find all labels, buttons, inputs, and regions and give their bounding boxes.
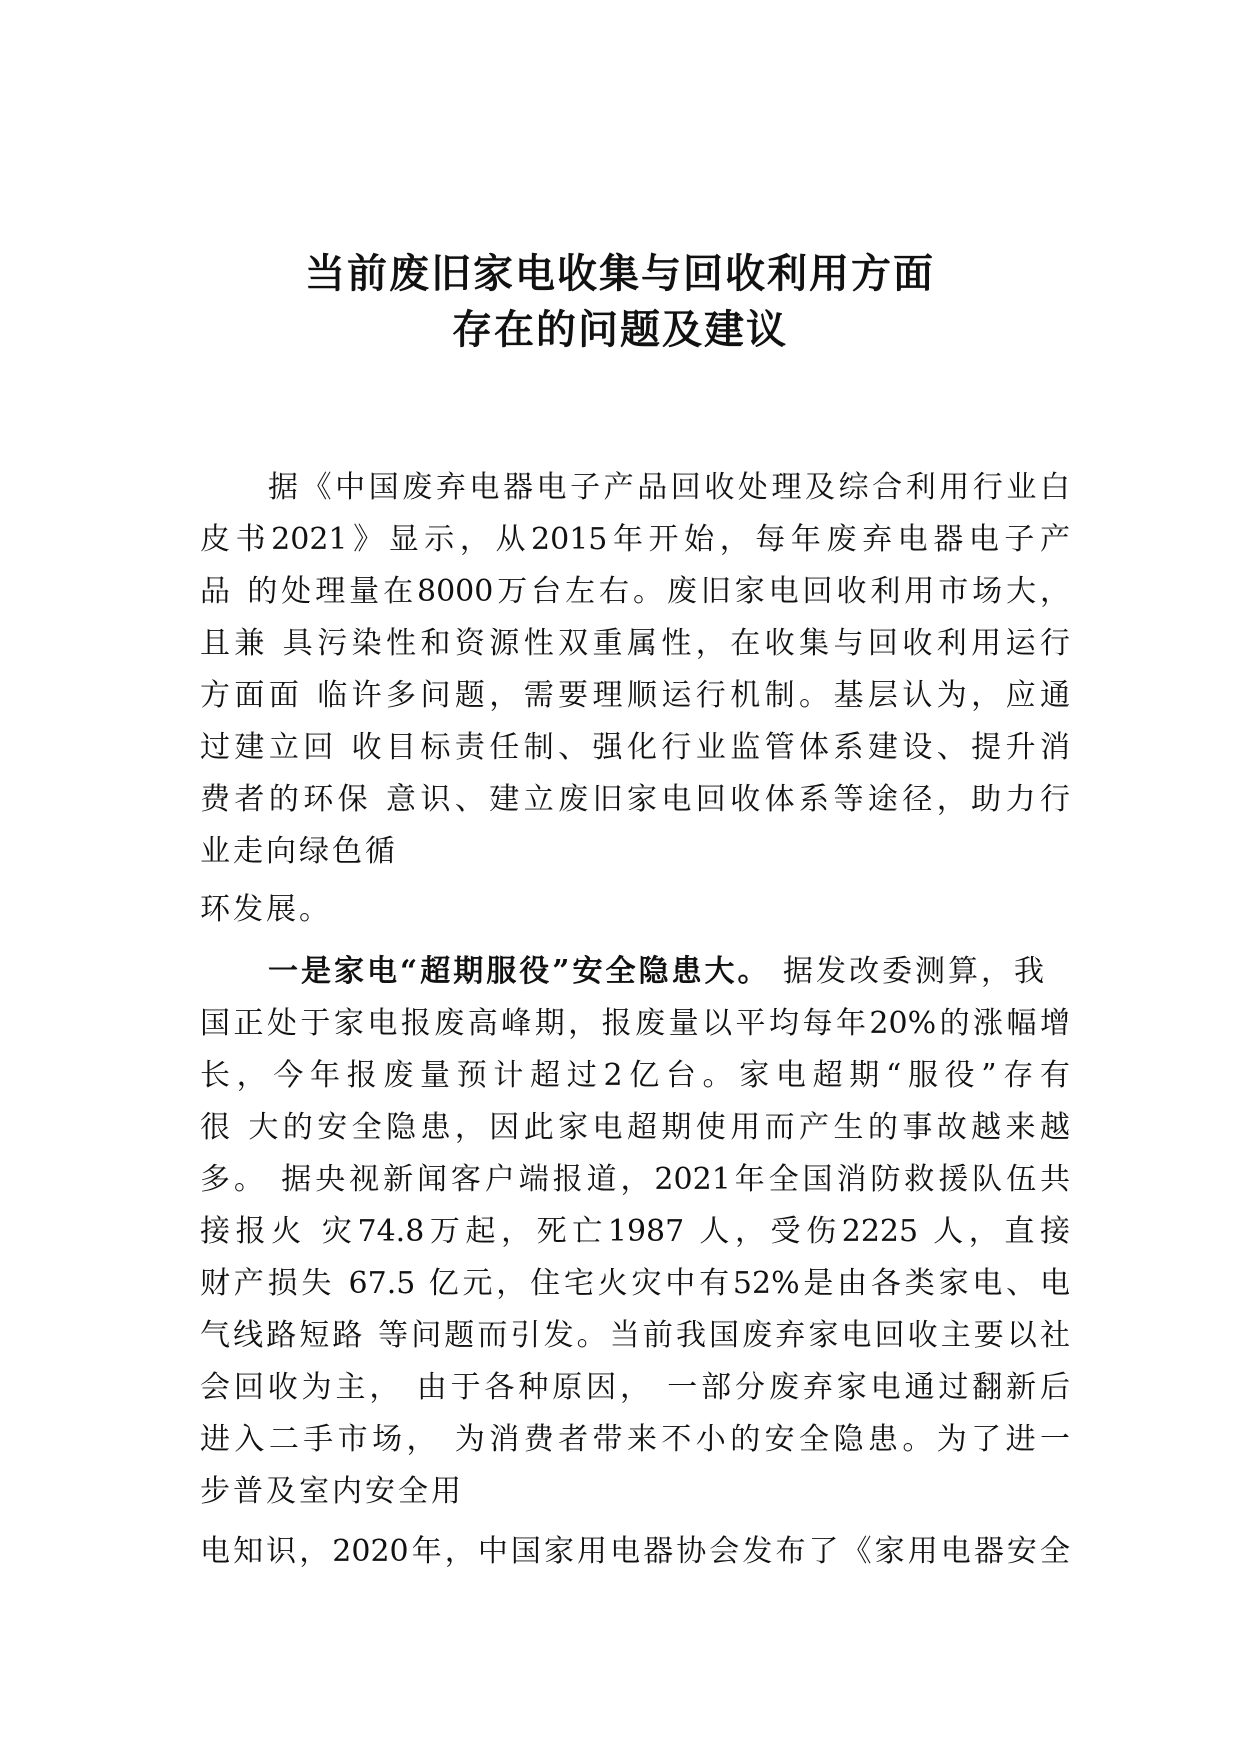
document-title-line-1: 当前废旧家电收集与回收利用方面 [305,250,935,297]
paragraph-2-line-4: 很 大的安全隐患，因此家电超期使用而产生的事故越来越 [200,1110,1070,1145]
paragraph-2-line-2: 国正处于家电报废高峰期，报废量以平均每年20%的涨幅增 [200,1006,1070,1041]
paragraph-2-heading: 一是家电“超期服役”安全隐患大。 [268,954,771,989]
paragraph-2-line-8: 气线路短路 等问题而引发。当前我国废弃家电回收主要以社 [200,1318,1070,1353]
paragraph-1-line-7: 费者的环保 意识、建立废旧家电回收体系等途径，助力行 [200,782,1070,817]
paragraph-2-line-1-text: 据发改委测算，我 [770,954,1048,989]
paragraph-1-line-2: 皮书2021》显示，从2015年开始，每年废弃电器电子产 [200,522,1070,557]
paragraph-1-line-3: 品 的处理量在8000万台左右。废旧家电回收利用市场大， [200,574,1070,609]
paragraph-2-line-5: 多。 据央视新闻客户端报道，2021年全国消防救援队伍共 [200,1162,1070,1197]
paragraph-1-line-1: 据《中国废弃电器电子产品回收处理及综合利用行业白 [268,470,1070,505]
document-title-line-2: 存在的问题及建议 [452,306,788,353]
paragraph-1-line-4: 且兼 具污染性和资源性双重属性，在收集与回收利用运行 [200,626,1070,661]
paragraph-2-line-3: 长，今年报废量预计超过2亿台。家电超期“服役”存有 [200,1058,1070,1093]
paragraph-2-line-6: 接报火 灾74.8万起，死亡1987 人，受伤2225 人，直接 [200,1214,1070,1249]
paragraph-1-line-5: 方面面 临许多问题，需要理顺运行机制。基层认为，应通 [200,678,1070,713]
paragraph-2-line-7: 财产损失 67.5 亿元，住宅火灾中有52%是由各类家电、电 [200,1266,1070,1301]
paragraph-2-line-1 [268,952,1070,992]
paragraph-2-line-9: 会回收为主， 由于各种原因， 一部分废弃家电通过翻新后 [200,1370,1070,1405]
paragraph-3-line-1: 电知识，2020年，中国家用电器协会发布了《家用电器安全 [200,1534,1070,1569]
paragraph-2-line-11: 步普及室内安全用 [200,1474,464,1509]
paragraph-1-tail: 环发展。 [200,892,332,927]
paragraph-1-line-8: 业走向绿色循 [200,834,398,869]
paragraph-1-line-6: 过建立回 收目标责任制、强化行业监管体系建设、提升消 [200,730,1070,765]
paragraph-2-line-10: 进入二手市场， 为消费者带来不小的安全隐患。为了进一 [200,1422,1070,1457]
